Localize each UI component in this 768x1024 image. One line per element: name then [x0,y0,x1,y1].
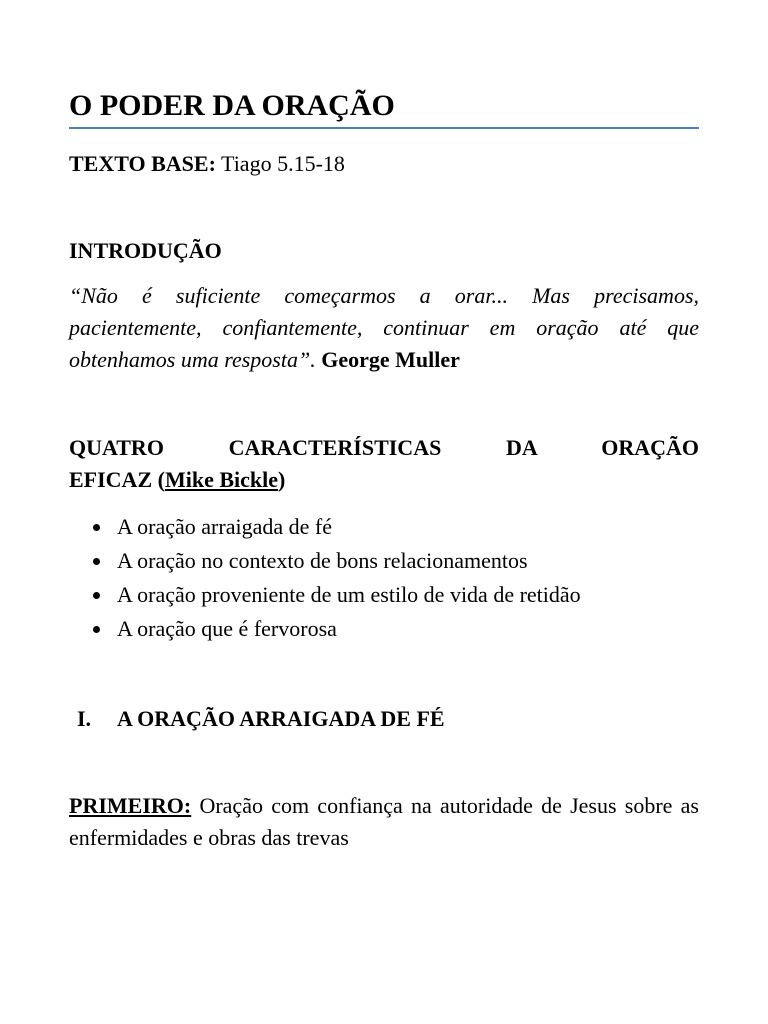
heading-line2-suffix: ) [278,467,286,492]
quote-author: George Muller [315,347,460,372]
list-item [69,612,699,646]
primeiro-text: Oração com confiança na autoridade de Jesus sobre as enfermidades e obras das trevas [69,793,699,850]
texto-base-value: Tiago 5.15-18 [215,151,345,176]
texto-base-label: TEXTO BASE: [69,151,216,176]
list-item-text: A oração arraigada de fé [117,514,332,539]
title-divider [69,127,699,129]
list-item-text: A oração proveniente de um estilo de vida de retidão [117,582,581,607]
section-1-heading [77,703,445,735]
list-item [69,510,699,544]
introducao-heading: INTRODUÇÃO [69,238,222,263]
section-number: I. [77,706,92,731]
section-title: A ORAÇÃO ARRAIGADA DE FÉ [117,706,445,731]
heading-author: Mike Bickle [164,467,278,492]
bullet-icon [93,524,100,531]
bullet-icon [93,558,100,565]
caracteristicas-heading-line1: QUATRO CARACTERÍSTICAS DA ORAÇÃO [69,435,699,460]
list-item-text: A oração no contexto de bons relacionamentos [117,548,528,573]
texto-base-line [69,148,699,180]
bullet-icon [93,626,100,633]
heading-line2-prefix: EFICAZ ( [69,467,165,492]
quote-text: “Não é suficiente começarmos a orar... Mas precisamos, pacientemente, confiantemente, continuar em oração até que obtenhamos uma resposta”. [69,283,699,372]
document-title: O PODER DA ORAÇÃO [69,89,395,122]
primeiro-paragraph [69,790,699,854]
primeiro-label: PRIMEIRO: [69,793,192,818]
caracteristicas-heading-line2 [69,464,699,496]
list-item [69,578,699,612]
introducao-quote [69,280,699,376]
caracteristicas-list [69,510,699,646]
list-item-text: A oração que é fervorosa [117,616,337,641]
list-item [69,544,699,578]
document-page [69,0,699,1024]
bullet-icon [93,592,100,599]
